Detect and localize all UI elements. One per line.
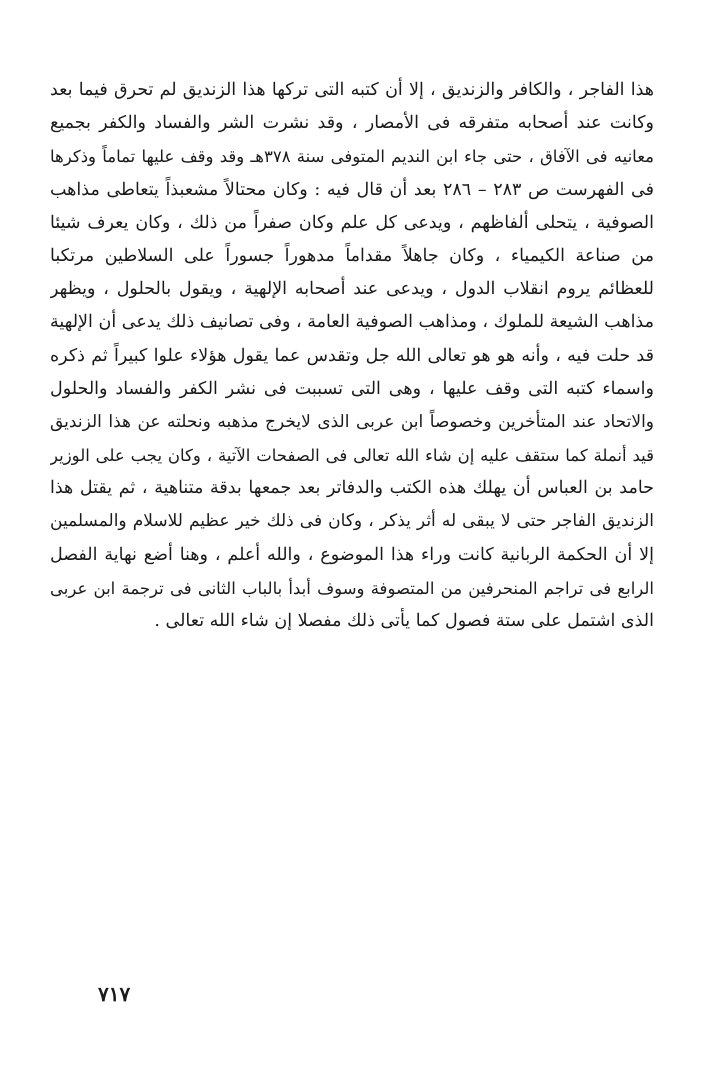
text-line: فى الفهرست ص ٢٨٣ – ٢٨٦ بعد أن قال فيه : وكان محتالاً مشعبذاً يتعاطى مذاهب xyxy=(50,179,654,200)
page-number: ٧١٧ xyxy=(98,982,131,1006)
text-line: هذا الفاجر ، والكافر والزنديق ، إلا أن كتبه التى تركها هذا الزنديق لم تحرق فيما بعد xyxy=(50,80,654,100)
text-line: الرابع فى تراجم المنحرفين من المتصوفة وسوف أبدأ بالباب الثانى فى ترجمة ابن عربى xyxy=(50,578,654,598)
text-line: قيد أنملة كما ستقف عليه إن شاء الله تعالى فى الصفحات الآتية ، وكان يجب على الوزير xyxy=(50,446,654,466)
text-line: إلا أن الحكمة الربانية كانت وراء هذا الموضوع ، والله أعلم ، وهنا أضع نهاية الفصل xyxy=(50,544,654,565)
text-line: والاتحاد عند المتأخرين وخصوصاً ابن عربى الذى لايخرج مذهبه ونحلته عن هذا الزنديق xyxy=(50,411,654,432)
text-line: معانيه فى الآفاق ، حتى جاء ابن النديم المتوفى سنة ٣٧٨هـ وقد وقف عليها تماماً وذكرها xyxy=(50,147,654,167)
body-paragraph xyxy=(50,74,654,638)
text-line: من صناعة الكيمياء ، وكان جاهلاً مقداماً مدهوراً جسوراً على السلاطين مرتكبا xyxy=(50,245,654,266)
text-line: واسماء كتبه التى وقف عليها ، وهى التى تسببت فى نشر الكفر والفساد والحلول xyxy=(50,378,654,399)
text-line: للعظائم يروم انقلاب الدول ، ويدعى عند أصحابه الإلهية ، ويقول بالحلول ، ويظهر xyxy=(50,279,654,300)
text-line-last: الذى اشتمل على ستة فصول كما يأتى ذلك مفصلا إن شاء الله تعالى . xyxy=(154,611,654,631)
text-line: حامد بن العباس أن يهلك هذه الكتب والدفاتر بعد جمعها بدقة متناهية ، ثم يقتل هذا xyxy=(50,478,654,499)
text-line: مذاهب الشيعة للملوك ، ومذاهب الصوفية العامة ، وفى تصانيف ذلك يدعى أن الإلهية xyxy=(50,312,654,333)
text-line: قد حلت فيه ، وأنه هو هو تعالى الله جل وتقدس عما يقول هؤلاء علوا كبيراً ثم ذكره xyxy=(50,345,654,366)
text-line: الصوفية ، يتحلى ألفاظهم ، ويدعى كل علم وكان صفراً من ذلك ، وكان يعرف شيئا xyxy=(50,212,654,233)
text-line: وكانت عند أصحابه متفرقه فى الأمصار ، وقد نشرت الشر والفساد والكفر بجميع xyxy=(50,113,654,134)
text-line: الزنديق الفاجر حتى لا يبقى له أثر يذكر ، وكان فى ذلك خير عظيم للاسلام والمسلمين xyxy=(50,511,654,532)
